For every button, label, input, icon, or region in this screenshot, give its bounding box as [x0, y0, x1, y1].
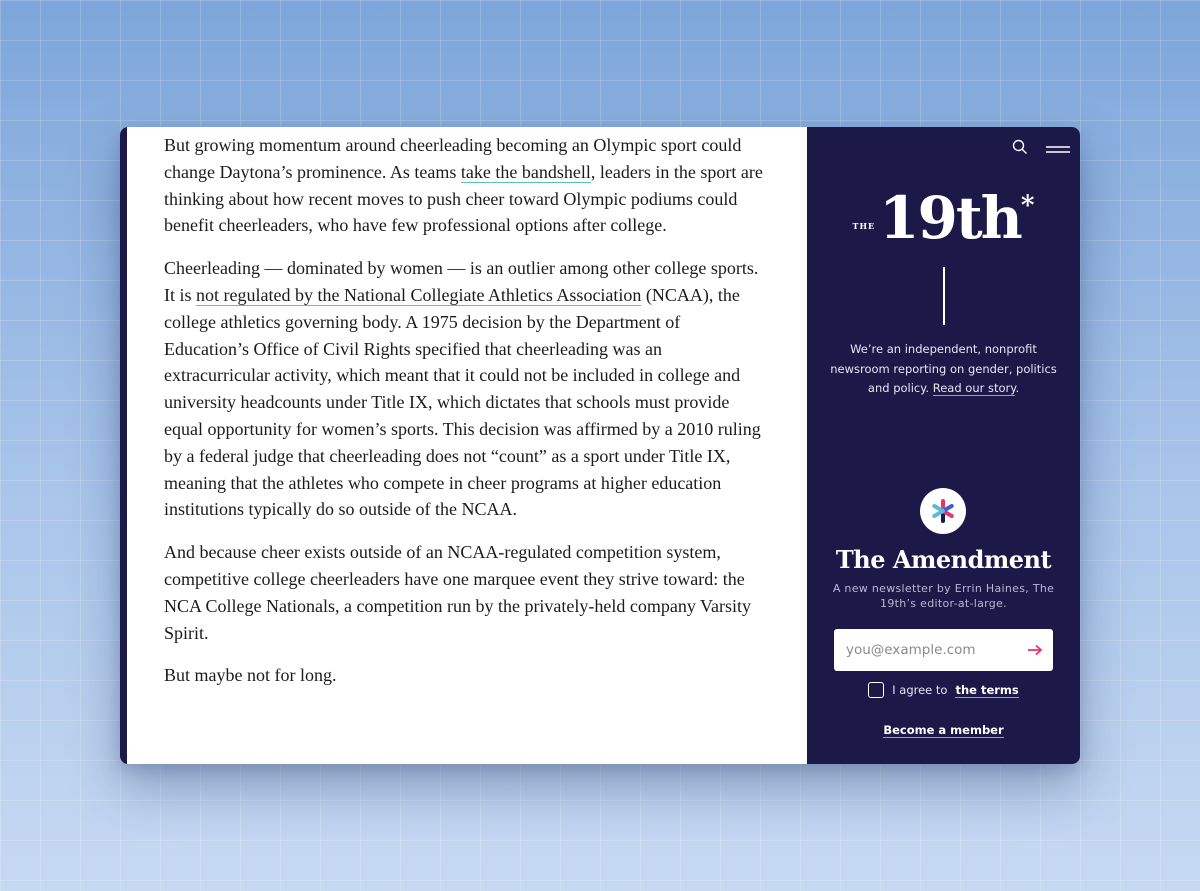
vertical-divider: [943, 267, 945, 325]
take-the-bandshell-link[interactable]: take the bandshell: [460, 161, 591, 182]
article-paragraph-4: But maybe not for long.: [164, 665, 337, 686]
arrow-right-icon[interactable]: [1027, 641, 1043, 660]
mission-statement: We’re an independent, nonprofit newsroom reporting on gender, politics and policy. Read our story.: [830, 342, 1057, 395]
hamburger-menu-icon[interactable]: [1046, 140, 1070, 159]
article-paragraph-3: And because cheer exists outside of an NCAA-regulated competition system, competitive college cheerleaders have one marquee event they strive toward: the NCA College Nationals, a competition run by the privately-held company Varsity Spirit.: [164, 542, 752, 643]
email-input[interactable]: [846, 642, 1027, 658]
agree-label: I agree to: [892, 683, 948, 697]
ncaa-regulation-link[interactable]: not regulated by the National Collegiate Athletics Association: [196, 284, 642, 305]
email-signup-box: [834, 629, 1053, 671]
browser-window: [120, 127, 1080, 764]
terms-link[interactable]: the terms: [955, 682, 1019, 697]
search-icon[interactable]: [1012, 139, 1028, 159]
terms-agreement-row: [807, 682, 1080, 698]
article-body: [127, 127, 807, 764]
become-a-member-link[interactable]: Become a member: [883, 723, 1004, 737]
member-link-row: [807, 719, 1080, 738]
read-our-story-link[interactable]: Read our story: [932, 381, 1016, 395]
top-icons: [1012, 139, 1070, 159]
asterisk-star-icon: [930, 498, 956, 524]
newsletter-title: The Amendment: [835, 545, 1052, 574]
sidebar: [807, 127, 1080, 764]
terms-checkbox[interactable]: [868, 682, 884, 698]
the-19th-logo[interactable]: THE 19th *: [852, 184, 1035, 252]
newsletter-description: A new newsletter by Errin Haines, The 19th’s editor-at-large.: [832, 582, 1055, 610]
article-paragraph-2: Cheerleading — dominated by women — is an outlier among other college sports. It is not regulated by the National Collegiate Athletics Association (NCAA), the college athletics governing body. A 1975 decision by the Department of Education’s Office of Civil Rights specified that cheerleading was an extracurricular activity, which meant that it could not be included in college and university headcounts under Title IX, which dictates that schools must provide equal opportunity for women’s sports. This decision was affirmed by a 2010 ruling by a federal judge that cheerleading does not “count” as a sport under Title IX, meaning that the athletes who compete in cheer programs at higher education institutions typically do so outside of the NCAA.: [164, 258, 761, 520]
article-paragraph-1: But growing momentum around cheerleading becoming an Olympic sport could change Daytona’s prominence. As teams take the bandshell, leaders in the sport are thinking about how recent moves to push cheer toward Olympic podiums could benefit cheerleaders, who have few professional options after college.: [164, 135, 763, 236]
newsletter-badge: [920, 488, 966, 534]
left-edge-bar: [120, 127, 127, 764]
